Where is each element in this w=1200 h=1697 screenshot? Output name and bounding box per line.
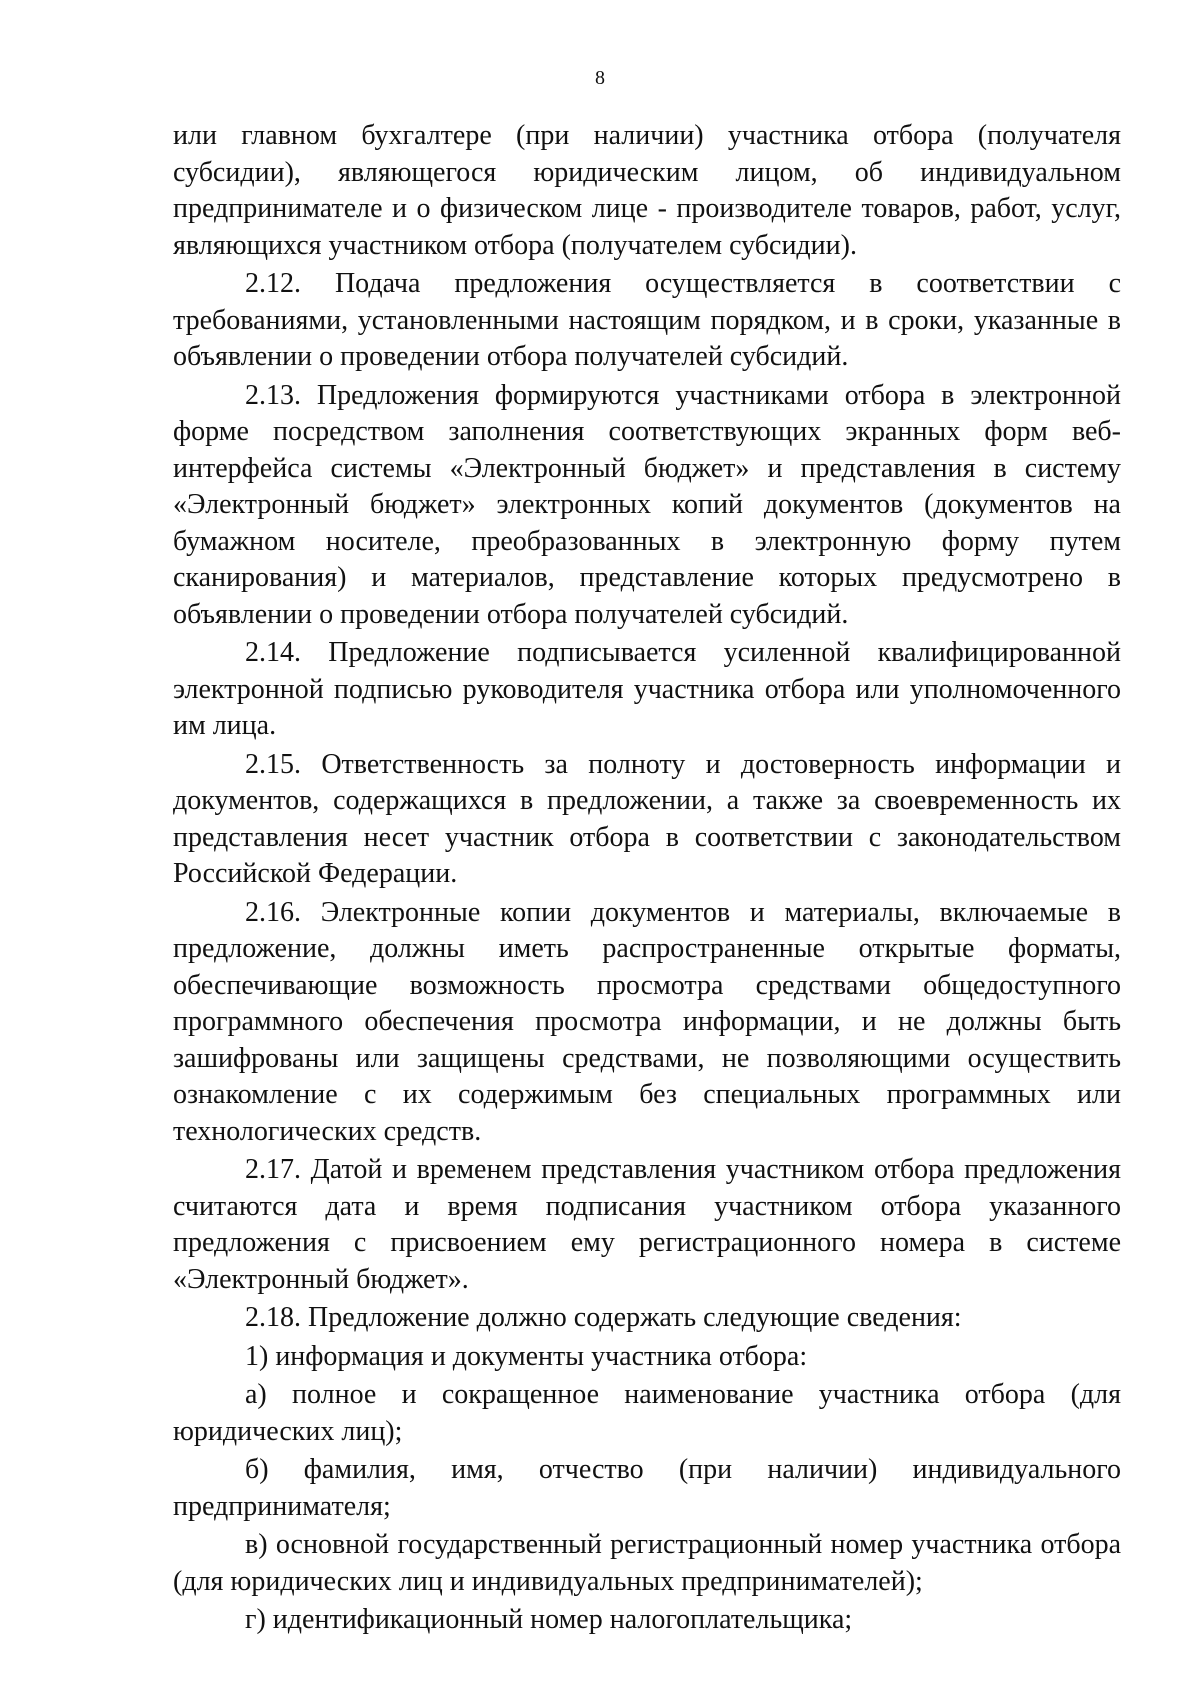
paragraph-2-16: 2.16. Электронные копии документов и материалы, включаемые в предложение, должны иметь распространенные открытые форматы, обеспечивающие возможность просмотра средствами общедоступного программного обеспечения просмотра информации, и не должны быть зашифрованы или защищены средствами, не позволяющими осуществить ознакомление с их содержимым без специальных программных или технологических средств. <box>173 896 1121 1147</box>
list-item-v: в) основной государственный регистрационный номер участника отбора (для юридических лиц и индивидуальных предпринимателей); <box>173 1529 1121 1597</box>
document-body <box>173 118 1121 1639</box>
list-item-1: 1) информация и документы участника отбора: <box>245 1340 808 1372</box>
paragraph-2-17: 2.17. Датой и временем представления участником отбора предложения считаются дата и время подписания участником отбора указанного предложения с присвоением ему регистрационного номера в системе «Электронный бюджет». <box>173 1154 1121 1295</box>
list-item-g: г) идентификационный номер налогоплательщика; <box>245 1604 853 1635</box>
paragraph-continuation: или главном бухгалтере (при наличии) участника отбора (получателя субсидии), являющегося юридическим лицом, об индивидуальном предпринимателе и о физическом лице - производителе товаров, работ, услуг, являющихся участником отбора (получателем субсидии). <box>173 120 1121 261</box>
paragraph-2-13: 2.13. Предложения формируются участниками отбора в электронной форме посредством заполнения соответствующих экранных форм веб-интерфейса системы «Электронный бюджет» и представления в систему «Электронный бюджет» электронных копий документов (документов на бумажном носителе, преобразованных в электронную форму путем сканирования) и материалов, представление которых предусмотрено в объявлении о проведении отбора получателей субсидий. <box>173 379 1121 630</box>
list-item-b: б) фамилия, имя, отчество (при наличии) индивидуального предпринимателя; <box>173 1454 1121 1522</box>
paragraph-2-18: 2.18. Предложение должно содержать следующие сведения: <box>245 1302 962 1333</box>
paragraph-2-12: 2.12. Подача предложения осуществляется в соответствии с требованиями, установленными настоящим порядком, и в сроки, указанные в объявлении о проведении отбора получателей субсидий. <box>173 268 1121 372</box>
paragraph-2-14: 2.14. Предложение подписывается усиленной квалифицированной электронной подписью руководителя участника отбора или уполномоченного им лица. <box>173 637 1121 741</box>
paragraph-2-15: 2.15. Ответственность за полноту и достоверность информации и документов, содержащихся в предложении, а также за своевременность их представления несет участник отбора в соответствии с законодательством Российской Федерации. <box>173 748 1121 889</box>
page-number: 8 <box>595 67 605 89</box>
list-item-a: а) полное и сокращенное наименование участника отбора (для юридических лиц); <box>173 1379 1121 1447</box>
